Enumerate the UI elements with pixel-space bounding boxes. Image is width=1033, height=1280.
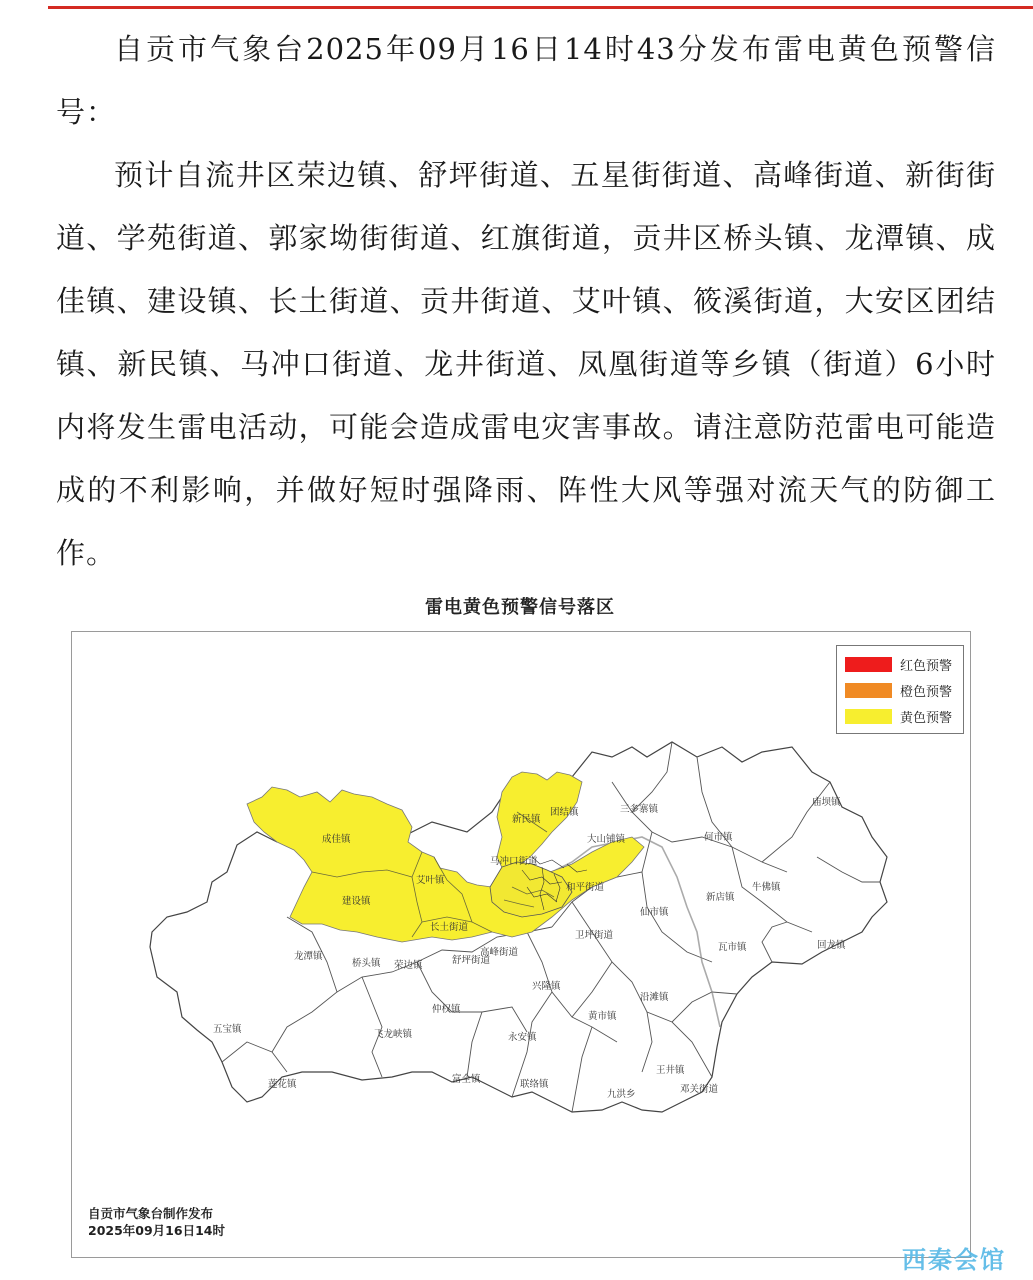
town-label: 荣边镇 — [394, 960, 423, 971]
town-label: 大山铺镇 — [587, 834, 626, 845]
town-label: 新民镇 — [512, 814, 541, 825]
town-label: 何市镇 — [704, 832, 733, 843]
map-legend — [836, 645, 964, 734]
town-label: 桥头镇 — [352, 958, 381, 969]
town-label: 牛佛镇 — [752, 882, 781, 893]
legend-item-yellow — [845, 708, 952, 724]
legend-swatch — [845, 683, 892, 698]
paragraph-forecast: 预计自流井区荣边镇、舒坪街道、五星街街道、高峰街道、新街街道、学苑街道、郭家坳街街道、红旗街道，贡井区桥头镇、龙潭镇、成佳镇、建设镇、长土街道、贡井街道、艾叶镇、筱溪街道，大安区团结镇、新民镇、马冲口街道、龙井街道、凤凰街道等乡镇（街道）6小时内将发生雷电活动，可能会造成雷电灾害事故。请注意防范雷电可能造成的不利影响，并做好短时强降雨、阵性大风等强对流天气的防御工作。 — [56, 158, 996, 570]
town-label: 团结镇 — [550, 807, 579, 818]
town-label: 长土街道 — [430, 922, 469, 933]
legend-item-orange — [845, 682, 952, 698]
paragraph-issue: 自贡市气象台2025年09月16日14时43分发布雷电黄色预警信号： — [56, 32, 996, 129]
legend-swatch — [845, 657, 892, 672]
town-label: 瓦市镇 — [718, 942, 747, 953]
town-label: 沿滩镇 — [640, 992, 669, 1003]
town-label: 成佳镇 — [322, 834, 351, 845]
town-label: 王井镇 — [656, 1065, 685, 1076]
town-label: 五宝镇 — [213, 1024, 242, 1035]
town-label: 莲花镇 — [268, 1079, 297, 1090]
town-label: 邓关街道 — [680, 1084, 719, 1095]
document-body — [56, 18, 996, 585]
town-label: 仲权镇 — [432, 1004, 461, 1015]
map-frame — [71, 631, 971, 1258]
town-label: 仙市镇 — [640, 907, 669, 918]
town-label: 庙坝镇 — [812, 797, 841, 808]
town-label: 新店镇 — [706, 892, 735, 903]
town-label: 富全镇 — [452, 1074, 481, 1085]
town-label: 高峰街道 — [480, 947, 519, 958]
town-label: 龙潭镇 — [294, 951, 323, 962]
town-label: 艾叶镇 — [416, 875, 445, 886]
town-label: 舒坪街道 — [452, 955, 491, 966]
legend-label: 黄色预警 — [900, 710, 953, 726]
town-label: 九洪乡 — [607, 1089, 636, 1100]
town-label: 建设镇 — [342, 896, 371, 907]
town-label: 联络镇 — [520, 1079, 549, 1090]
top-red-rule — [48, 6, 1033, 9]
legend-label: 橙色预警 — [900, 684, 953, 700]
town-label: 马冲口街道 — [490, 856, 538, 867]
town-label: 三多寨镇 — [620, 804, 659, 815]
map-title: 雷电黄色预警信号落区 — [425, 597, 615, 618]
town-label: 和平街道 — [566, 882, 605, 893]
town-label: 回龙镇 — [817, 940, 846, 951]
legend-item-red — [845, 656, 952, 672]
town-label: 卫坪街道 — [575, 930, 614, 941]
map-credit — [88, 1205, 225, 1239]
credit-time: 2025年09月16日14时 — [88, 1223, 225, 1238]
legend-label: 红色预警 — [900, 658, 953, 674]
town-label: 飞龙峡镇 — [374, 1029, 413, 1040]
town-label: 永安镇 — [508, 1032, 537, 1043]
credit-issuer: 自贡市气象台制作发布 — [88, 1206, 214, 1221]
town-label: 兴隆镇 — [532, 981, 561, 992]
watermark: 西秦会馆 — [902, 1246, 1006, 1274]
legend-swatch — [845, 709, 892, 724]
town-label: 黄市镇 — [588, 1011, 617, 1022]
